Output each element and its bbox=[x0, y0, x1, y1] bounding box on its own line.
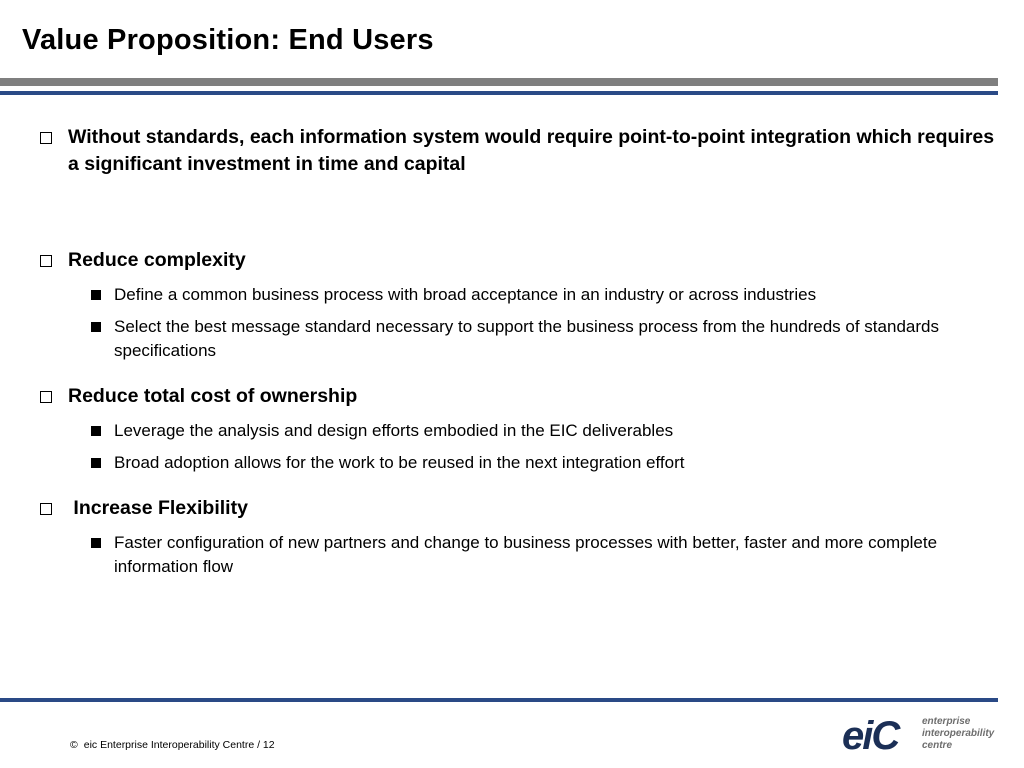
sub-bullet bbox=[91, 531, 996, 579]
bullet-text: Reduce complexity bbox=[68, 249, 246, 271]
bullet-text: Increase Flexibility bbox=[68, 497, 248, 519]
logo-line-enterprise: enterprise bbox=[922, 716, 971, 727]
bullet-increase-flexibility bbox=[40, 495, 1000, 522]
square-bullet-icon bbox=[91, 290, 101, 300]
sub-bullet-text: Leverage the analysis and design efforts embodied in the EIC deliverables bbox=[114, 421, 674, 440]
eic-logo-text bbox=[922, 716, 994, 752]
square-bullet-icon bbox=[91, 426, 101, 436]
logo-line-interoperability: interoperability bbox=[922, 728, 995, 739]
sub-bullet bbox=[91, 451, 996, 475]
sub-bullet-text: Select the best message standard necessary to support the business process from the hundreds of standards specifications bbox=[114, 317, 939, 360]
eic-logo bbox=[842, 712, 1012, 760]
footer bbox=[70, 739, 275, 751]
logo-line-centre: centre bbox=[922, 740, 953, 751]
slide-title: Value Proposition: End Users bbox=[22, 24, 434, 56]
copyright-symbol: © bbox=[70, 739, 78, 751]
checkbox-bullet-icon bbox=[40, 255, 52, 267]
sub-bullet-text: Define a common business process with broad acceptance in an industry or across industries bbox=[114, 285, 817, 304]
sub-bullet-text: Faster configuration of new partners and change to business processes with better, faster and more complete information flow bbox=[114, 533, 938, 576]
sub-bullet-text: Broad adoption allows for the work to be reused in the next integration effort bbox=[114, 453, 685, 472]
checkbox-bullet-icon bbox=[40, 503, 52, 515]
footer-rule-blue bbox=[0, 698, 998, 702]
bullet-reduce-tco bbox=[40, 383, 1000, 410]
square-bullet-icon bbox=[91, 322, 101, 332]
title-rule-gray bbox=[0, 78, 998, 86]
bullet-reduce-complexity bbox=[40, 247, 1000, 274]
checkbox-bullet-icon bbox=[40, 391, 52, 403]
sub-bullet bbox=[91, 283, 996, 307]
square-bullet-icon bbox=[91, 538, 101, 548]
bullet-standards bbox=[40, 124, 1000, 178]
checkbox-bullet-icon bbox=[40, 132, 52, 144]
bullet-text: Reduce total cost of ownership bbox=[68, 385, 358, 407]
sub-bullet bbox=[91, 315, 996, 363]
bullet-text: Without standards, each information system would require point-to-point integration which requires a significant investment in time and capital bbox=[68, 126, 995, 175]
title-rule-blue bbox=[0, 91, 998, 95]
sub-bullet bbox=[91, 419, 996, 443]
footer-text: eic Enterprise Interoperability Centre / 12 bbox=[83, 739, 275, 751]
square-bullet-icon bbox=[91, 458, 101, 468]
eic-logo-mark: eiC bbox=[842, 714, 899, 758]
